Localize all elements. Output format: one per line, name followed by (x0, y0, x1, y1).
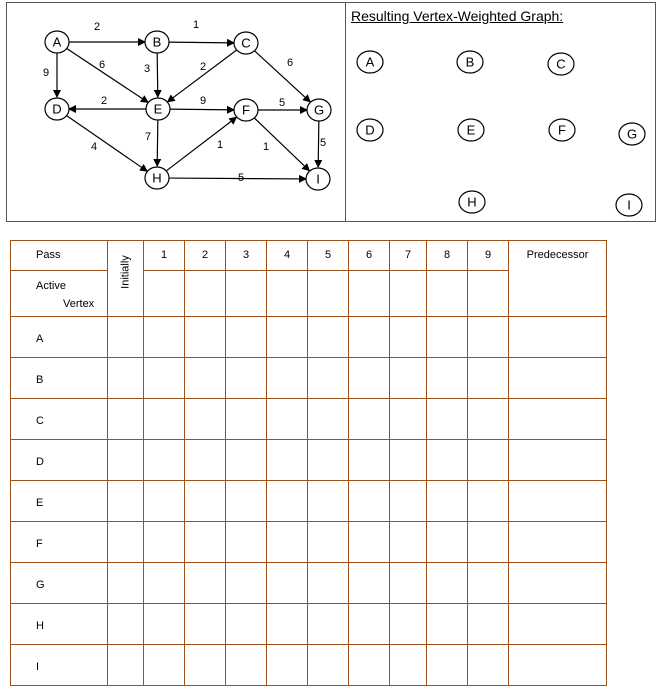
table-cell[interactable] (427, 317, 468, 358)
table-row (11, 522, 607, 563)
table-row (11, 645, 607, 686)
table-cell[interactable] (226, 317, 267, 358)
table-cell[interactable] (267, 645, 308, 686)
row-label-cell (11, 399, 108, 440)
table-cell[interactable] (308, 563, 349, 604)
table-cell[interactable] (308, 440, 349, 481)
table-cell[interactable] (390, 563, 427, 604)
table-cell[interactable] (226, 399, 267, 440)
table-cell[interactable] (509, 317, 607, 358)
table-cell[interactable] (468, 317, 509, 358)
table-cell[interactable] (144, 522, 185, 563)
edge-weight-A-E: 6 (98, 59, 106, 71)
table-cell[interactable] (144, 645, 185, 686)
pass-col-header: 7 (390, 241, 427, 271)
table-row (11, 440, 607, 481)
table-cell[interactable] (308, 645, 349, 686)
table-cell[interactable] (390, 645, 427, 686)
table-cell[interactable] (390, 271, 427, 317)
result-node-I (616, 194, 642, 216)
row-label: B (36, 374, 44, 386)
table-cell[interactable] (349, 317, 390, 358)
node-label: E (153, 101, 163, 117)
table-cell[interactable] (509, 399, 607, 440)
row-label: H (36, 620, 44, 632)
table-cell[interactable] (308, 481, 349, 522)
table-cell[interactable] (427, 399, 468, 440)
table-cell[interactable] (349, 358, 390, 399)
node-I (306, 168, 330, 190)
predecessor-label: Predecessor (526, 249, 589, 261)
node-label: B (152, 34, 162, 50)
table-cell[interactable] (468, 563, 509, 604)
table-row (11, 317, 607, 358)
pass-col-header: 6 (349, 241, 390, 271)
table-cell[interactable] (390, 522, 427, 563)
table-cell[interactable] (427, 271, 468, 317)
table-cell[interactable] (185, 440, 226, 481)
table-cell[interactable] (349, 645, 390, 686)
row-label: I (36, 661, 40, 673)
row-label: G (36, 579, 45, 591)
result-node-label: D (365, 122, 375, 138)
pass-col-header: 1 (144, 241, 185, 271)
edge-weight-A-B: 2 (93, 21, 101, 33)
table-cell[interactable] (108, 317, 144, 358)
node-H (145, 167, 169, 189)
edge-weight-E-H: 7 (144, 131, 152, 143)
table-cell[interactable] (468, 358, 509, 399)
result-node-G (619, 123, 645, 145)
table-cell[interactable] (185, 399, 226, 440)
pass-col-header: 3 (226, 241, 267, 271)
table-cell[interactable] (226, 440, 267, 481)
edge-weight-E-D: 2 (100, 95, 108, 107)
table-cell[interactable] (144, 317, 185, 358)
table-cell[interactable] (349, 399, 390, 440)
result-node-H (459, 191, 485, 213)
result-node-label: E (466, 122, 476, 138)
table-row (11, 481, 607, 522)
result-node-C (548, 53, 574, 75)
table-cell[interactable] (185, 271, 226, 317)
table-cell[interactable] (185, 604, 226, 645)
pass-col-header: 4 (267, 241, 308, 271)
node-label: F (242, 102, 250, 118)
edge-C-E (168, 50, 238, 102)
table-cell[interactable] (144, 399, 185, 440)
table-cell[interactable] (349, 563, 390, 604)
active-vertex-label-2: Vertex (63, 298, 95, 310)
table-cell[interactable] (427, 358, 468, 399)
node-A (45, 31, 69, 53)
result-node-E (458, 119, 484, 141)
edge-weight-G-I: 5 (319, 137, 327, 149)
table-cell[interactable] (144, 604, 185, 645)
table-cell[interactable] (308, 399, 349, 440)
table-cell[interactable] (267, 271, 308, 317)
table-cell[interactable] (144, 563, 185, 604)
table-cell[interactable] (185, 481, 226, 522)
table-cell[interactable] (267, 481, 308, 522)
row-label-cell (11, 358, 108, 399)
pass-table (10, 240, 607, 686)
predecessor-header (509, 241, 607, 317)
table-cell[interactable] (390, 317, 427, 358)
table-cell[interactable] (108, 522, 144, 563)
node-B (145, 31, 169, 53)
table-cell[interactable] (185, 563, 226, 604)
table-cell[interactable] (509, 604, 607, 645)
table-cell[interactable] (226, 563, 267, 604)
table-cell[interactable] (108, 645, 144, 686)
table-cell[interactable] (144, 358, 185, 399)
table-cell[interactable] (267, 522, 308, 563)
row-label-cell (11, 645, 108, 686)
pass-col-header: 5 (308, 241, 349, 271)
edge-C-G (254, 50, 310, 101)
edge-weight-H-I: 5 (237, 172, 245, 184)
node-label: D (52, 101, 62, 117)
node-F (234, 99, 258, 121)
pass-col-header: 8 (427, 241, 468, 271)
table-cell[interactable] (267, 563, 308, 604)
pass-col-header: 2 (185, 241, 226, 271)
table-cell[interactable] (509, 481, 607, 522)
edge-weight-C-E: 2 (199, 61, 207, 73)
pass-col-header: 9 (468, 241, 509, 271)
result-node-F (549, 119, 575, 141)
table-cell[interactable] (427, 563, 468, 604)
table-cell[interactable] (308, 271, 349, 317)
initially-header (108, 241, 144, 317)
result-node-label: C (556, 56, 566, 72)
table-cell[interactable] (144, 271, 185, 317)
table-row (11, 399, 607, 440)
table-cell[interactable] (185, 522, 226, 563)
table-cell[interactable] (468, 399, 509, 440)
node-C (234, 32, 258, 54)
row-label: C (36, 415, 44, 427)
result-node-A (357, 51, 383, 73)
pass-label: Pass (36, 249, 61, 261)
edge-weight-D-H: 4 (90, 141, 98, 153)
node-label: G (313, 102, 325, 118)
result-node-label: A (365, 54, 375, 70)
node-label: A (52, 34, 62, 50)
table-cell[interactable] (108, 481, 144, 522)
table-cell[interactable] (509, 563, 607, 604)
table-cell[interactable] (267, 317, 308, 358)
edge-H-F (166, 117, 237, 171)
graph-diagram (0, 0, 660, 230)
table-cell[interactable] (390, 358, 427, 399)
row-label-cell (11, 563, 108, 604)
table-cell[interactable] (349, 522, 390, 563)
table-cell[interactable] (468, 645, 509, 686)
edge-B-C (168, 42, 234, 43)
table-cell[interactable] (427, 604, 468, 645)
node-E (146, 98, 170, 120)
node-label: H (152, 170, 162, 186)
table-cell[interactable] (108, 399, 144, 440)
result-node-label: G (626, 126, 638, 142)
node-G (307, 99, 331, 121)
table-row (11, 358, 607, 399)
result-node-D (357, 119, 383, 141)
node-label: I (316, 171, 320, 187)
table-cell[interactable] (226, 481, 267, 522)
table-cell[interactable] (267, 358, 308, 399)
edge-weight-H-F: 1 (216, 139, 224, 151)
edge-weight-B-C: 1 (192, 19, 200, 31)
table-cell[interactable] (427, 522, 468, 563)
edge-weight-C-G: 6 (286, 57, 294, 69)
active-vertex-header (11, 271, 108, 317)
edge-G-I (318, 121, 319, 167)
table-cell[interactable] (267, 604, 308, 645)
table-cell[interactable] (390, 399, 427, 440)
table-header-row (11, 241, 607, 271)
table-cell[interactable] (427, 645, 468, 686)
result-node-label: F (558, 122, 566, 138)
edge-D-H (66, 115, 147, 171)
result-node-label: B (465, 54, 475, 70)
pass-header (11, 241, 108, 271)
table-cell[interactable] (308, 358, 349, 399)
row-label: D (36, 456, 44, 468)
table-cell[interactable] (308, 522, 349, 563)
node-D (45, 98, 69, 120)
row-label-cell (11, 604, 108, 645)
table-cell[interactable] (108, 358, 144, 399)
table-cell[interactable] (390, 604, 427, 645)
table-cell[interactable] (468, 271, 509, 317)
table-cell[interactable] (308, 604, 349, 645)
result-node-label: H (467, 194, 477, 210)
row-label-cell (11, 440, 108, 481)
edge-weight-F-I: 1 (262, 141, 270, 153)
table-cell[interactable] (509, 358, 607, 399)
table-cell[interactable] (349, 271, 390, 317)
table-cell[interactable] (390, 440, 427, 481)
edge-E-H (157, 120, 158, 166)
table-cell[interactable] (267, 399, 308, 440)
edge-B-E (157, 53, 158, 97)
table-cell[interactable] (267, 440, 308, 481)
table-cell[interactable] (144, 440, 185, 481)
edge-weight-E-F: 9 (199, 95, 207, 107)
row-label: A (36, 333, 44, 345)
result-node-label: I (627, 197, 631, 213)
table-cell[interactable] (468, 440, 509, 481)
table-cell[interactable] (108, 440, 144, 481)
row-label-cell (11, 481, 108, 522)
edge-E-F (169, 109, 234, 110)
edge-weight-A-D: 9 (42, 67, 50, 79)
row-label: E (36, 497, 44, 509)
table-row (11, 604, 607, 645)
table-cell[interactable] (468, 604, 509, 645)
table-cell[interactable] (349, 604, 390, 645)
edge-weight-F-G: 5 (278, 97, 286, 109)
edge-A-E (66, 48, 151, 102)
table-cell[interactable] (185, 358, 226, 399)
table-cell[interactable] (509, 522, 607, 563)
table-cell[interactable] (108, 604, 144, 645)
table-cell[interactable] (509, 645, 607, 686)
table-cell[interactable] (349, 440, 390, 481)
table-cell[interactable] (226, 271, 267, 317)
row-label-cell (11, 317, 108, 358)
table-cell[interactable] (349, 481, 390, 522)
row-label-cell (11, 522, 108, 563)
result-node-B (457, 51, 483, 73)
table-cell[interactable] (427, 440, 468, 481)
active-vertex-label-1: Active (36, 280, 66, 292)
table-cell[interactable] (226, 522, 267, 563)
table-cell[interactable] (390, 481, 427, 522)
table-cell[interactable] (144, 481, 185, 522)
node-label: C (241, 35, 251, 51)
result-title: Resulting Vertex-Weighted Graph: (351, 8, 564, 24)
table-cell[interactable] (308, 317, 349, 358)
table-cell[interactable] (427, 481, 468, 522)
table-cell[interactable] (108, 563, 144, 604)
row-label: F (36, 538, 43, 550)
table-cell[interactable] (185, 317, 226, 358)
initially-label: Initially (119, 255, 132, 289)
table-row (11, 563, 607, 604)
pass-table-container (10, 240, 607, 686)
table-cell[interactable] (509, 440, 607, 481)
table-cell[interactable] (226, 645, 267, 686)
table-cell[interactable] (226, 358, 267, 399)
table-cell[interactable] (468, 481, 509, 522)
table-cell[interactable] (185, 645, 226, 686)
edge-weight-B-E: 3 (143, 63, 151, 75)
table-cell[interactable] (226, 604, 267, 645)
table-cell[interactable] (468, 522, 509, 563)
